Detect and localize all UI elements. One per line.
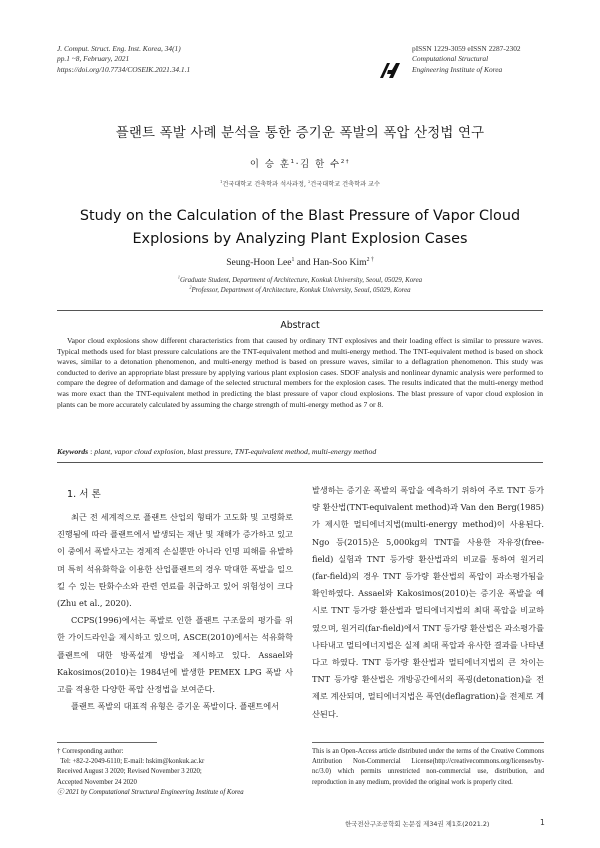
footnote-divider <box>57 742 157 743</box>
paper-title-korean: 플랜트 폭발 사례 분석을 통한 증기운 폭발의 폭압 산정법 연구 <box>115 126 485 141</box>
affil-text: Graduate Student, Department of Architecture, Konkuk University, Seoul, 05029, Korea <box>179 277 423 284</box>
title-line: Study on the Calculation of the Blast Pressure of Vapor Cloud <box>79 208 521 224</box>
affil-superscript: 2 <box>189 284 192 290</box>
affil-text: 건국대학교 건축학과 석사과정, <box>222 181 308 188</box>
affiliations-english <box>0 276 600 296</box>
affil-line <box>0 286 600 296</box>
citation-line: J. Comput. Struct. Eng. Inst. Korea, 34(1) <box>57 44 181 53</box>
divider <box>57 462 543 463</box>
citation-line: pp.1 ~8, February, 2021 <box>57 54 130 64</box>
copyright-line: ⓒ 2021 by Computational Structural Engineering Institute of Korea <box>57 788 244 796</box>
author-name: 이 승 훈 <box>249 159 291 170</box>
footnote-correspondence <box>57 747 297 798</box>
body-paragraph: 최근 전 세계적으로 플랜트 산업의 형태가 고도화 및 고령화로 진행됨에 따라 플랜트에서 발생되는 재난 및 재해가 증가하고 있고 이 중에서 폭발사고는 경제적 손실뿐만 아니라 인명 피해를 유발하며 특히 석유화학을 이용한 산업플랜트의 경우 막대한 폭발을 일으킬 수 있는 탄화수소와 관련 연료를 취급하고 있어 위험성이 크다(Zhu et al., 2020). <box>57 512 293 609</box>
doi-link[interactable]: https://doi.org/10.7734/COSEIK.2021.34.1.1 <box>57 64 191 74</box>
keywords-text: plant, vapor cloud explosion, blast pressure, TNT-equivalent method, multi-energy method <box>94 447 377 456</box>
author-separator: · <box>295 159 301 170</box>
footnote-line: † Corresponding author: <box>57 748 124 755</box>
authors-english <box>0 257 600 268</box>
keywords-colon: : <box>88 447 95 456</box>
affil-superscript: 2 <box>307 179 311 184</box>
page-number: 1 <box>540 818 545 827</box>
authors-korean <box>0 156 600 170</box>
author-name: Seung-Hoon Lee <box>226 257 292 268</box>
issn-block <box>412 44 521 75</box>
footnote-license: This is an Open-Access article distributed under the terms of the Creative Commons Attribution Non-Commercial License(http://creativecommons.org/licenses/by-nc/3.0) which permits unrestricted non-commercial use, distribution, and reproduction in any medium, provided the original work is properly cited. <box>312 748 544 786</box>
affiliations-korean <box>0 179 600 188</box>
body-column-right <box>312 482 544 723</box>
society-name: Computational Structural <box>412 54 489 64</box>
footnote-divider <box>312 742 544 743</box>
body-paragraph: CCPS(1996)에서는 폭발로 인한 플랜트 구조물의 평가를 위한 가이드라인을 제시하고 있으며, ASCE(2010)에서는 석유화학 플랜트에 대한 방폭설계 방법을 제시하고 있다. Assael와 Kakosimos(2010)는 1984년에 발생한 PEMEX LPG 폭발 사고를 적용한 다양한 폭압 산정법을 보여준다. <box>57 615 293 695</box>
author-superscript: 2 † <box>366 256 374 263</box>
affil-text: 건국대학교 건축학과 교수 <box>310 181 380 188</box>
body-paragraph: 발생하는 증기운 폭발의 폭압을 예측하기 위하여 주로 TNT 등가량 환산법(TNT-equivalent method)과 Van den Berg(1985)가 제시한 멀티에너지법(multi-energy method)이 사용된다. Ngo 등(2015)은 5,000kg의 TNT를 사용한 자유장(free-field) 실험과 TNT 등가량 환산법과의 비교를 통하여 원거리(far-field)의 경우 TNT 등가량 환산법의 폭압이 과소평가됨을 확인하였다. Assael와 Kakosimos(2010)는 증기운 폭발을 예시로 TNT 등가량 환산법과 멀티에너지법의 최대 폭압을 비교하였으며, 원거리(far-field)에서 TNT 등가량 환산법은 과소평가를 나타내고 멀티에너지법은 실제 최대 폭압과 유사한 결과를 나타낸다고 하였다. TNT 등가량 환산법과 멀티에너지법의 큰 차이는 TNT 등가량 환산법은 개방공간에서의 폭굉(detonation)을 전제로 계산되며, 멀티에너지법은 폭연(deflagration)을 전제로 계산된다. <box>312 485 544 719</box>
author-superscript: 2† <box>340 158 351 165</box>
keywords-line <box>57 447 543 456</box>
title-line: Explosions by Analyzing Plant Explosion Cases <box>132 231 468 247</box>
affil-superscript: 1 <box>220 179 223 184</box>
footnote-line: Accepted November 24 2020 <box>57 778 137 786</box>
paper-title-english <box>0 205 600 251</box>
coseik-logo-icon <box>379 60 401 80</box>
journal-footer: 한국전산구조공학회 논문집 제34권 제1호(2021.2) <box>345 820 490 828</box>
society-name: Engineering Institute of Korea <box>412 64 503 74</box>
affil-superscript: 1 <box>177 274 180 280</box>
author-name: Han-Soo Kim <box>313 257 367 268</box>
author-superscript: 1 <box>291 256 295 263</box>
section-heading-introduction: 1. 서 론 <box>67 489 101 500</box>
footnote-line: Received August 3 2020; Revised November 3 2020; <box>57 768 202 776</box>
author-superscript: 1 <box>290 158 296 165</box>
affil-text: Professor, Department of Architecture, Konkuk University, Seoul, 05029, Korea <box>191 287 411 295</box>
divider <box>57 310 543 311</box>
footnote-line: Tel: +82-2-2049-6110; E-mail: hskim@konkuk.ac.kr <box>57 758 205 766</box>
journal-citation <box>57 44 190 75</box>
body-column-left <box>57 509 293 715</box>
body-paragraph: 플랜트 폭발의 대표적 유형은 증기운 폭발이다. 플랜트에서 <box>71 701 280 712</box>
abstract-heading: Abstract <box>280 320 320 331</box>
author-conjunction: and <box>294 257 314 268</box>
issn-line: pISSN 1229-3059 eISSN 2287-2302 <box>412 44 521 53</box>
abstract-text: Vapor cloud explosions show different characteristics from that caused by ordinary TNT explosives and their loading effect is similar to pressure waves. Typical methods used for blast pressure calculations are the TNT-equivalent method and multi-energy method. The TNT-equivalent method is based on shock waves, similar to a detonation phenomenon, and multi-energy method is based on pressure waves, similar to a deflagration phenomenon. This study was conducted to derive an appropriate blast pressure by applying various plant explosion cases. SDOF analysis and nonlinear dynamic analysis were performed to compare the degree of deformation and damage of the selected structural members for the explosion cases. The results indicated that the multi-energy method was more exact than the TNT-equivalent method in predicting the blast pressure of vapor cloud explosions. The blast pressure of vapor cloud explosion in plants can be more accurately calculated by assuming the charge strength of multi-energy method as 7 or 8. <box>57 336 543 409</box>
author-name: 김 한 수 <box>300 159 341 170</box>
keywords-label: Keywords <box>57 447 89 456</box>
affil-line <box>0 276 600 286</box>
